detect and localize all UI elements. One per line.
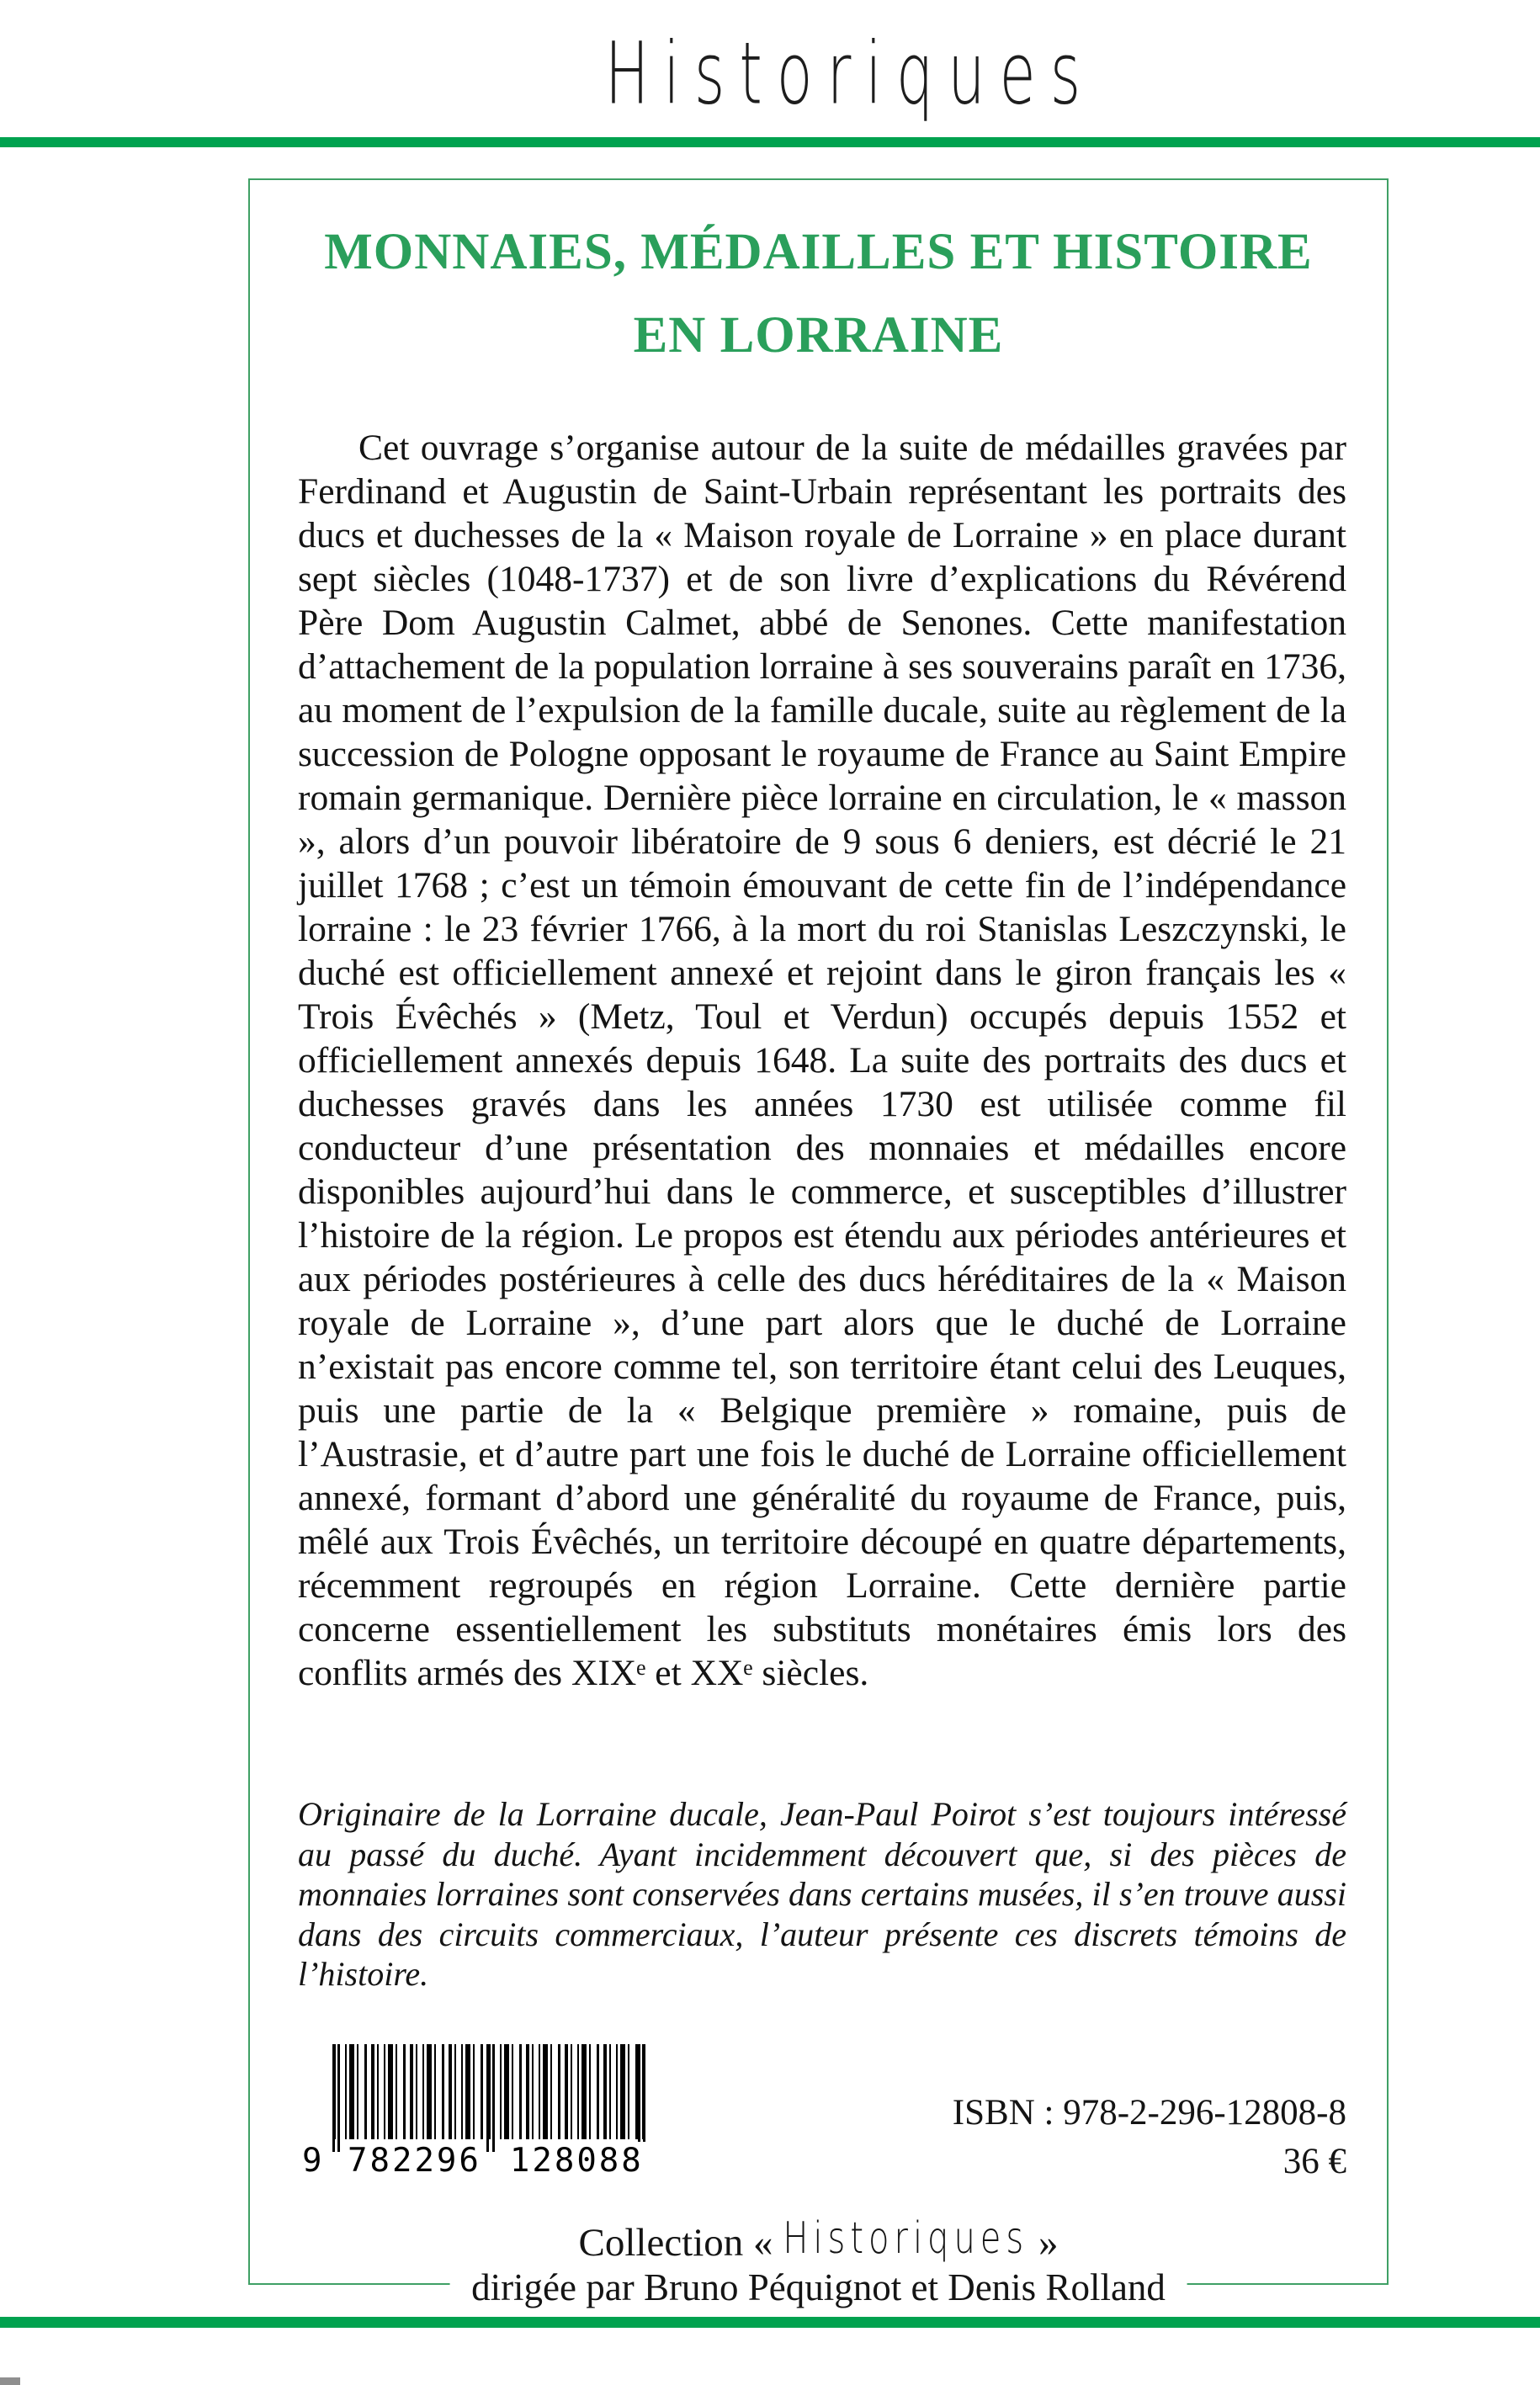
price-text: 36 € <box>1282 2142 1346 2181</box>
content-frame <box>248 178 1389 2308</box>
barcode-guard-bar <box>486 2044 489 2152</box>
collection-line <box>250 2213 1387 2265</box>
collection-prefix: Collection « <box>578 2221 783 2265</box>
barcode-digit-group1: 782296 <box>343 2142 486 2180</box>
green-band-bottom <box>0 2317 1540 2328</box>
scan-artifact-mark <box>0 2377 20 2385</box>
barcode-digit-prefix: 9 <box>302 2142 322 2180</box>
isbn-text: ISBN : 978-2-296-12808-8 <box>952 2093 1346 2133</box>
directed-by-text: dirigée par Bruno Péquignot et Denis Rolland <box>449 2265 1187 2309</box>
book-title-line1: MONNAIES, MÉDAILLES ET HISTOIRE <box>324 224 1313 280</box>
collection-logo-name: Historiques <box>783 2213 1029 2264</box>
green-band-top <box>0 137 1540 147</box>
barcode-guard-bar <box>643 2044 645 2152</box>
series-logo: Historiques <box>604 24 1096 124</box>
collection-suffix: » <box>1028 2221 1059 2265</box>
barcode-guard-bar <box>492 2044 495 2152</box>
synopsis-paragraph: Cet ouvrage s’organise autour de la suite de médailles gravées par Ferdinand et Augustin de Saint-Urbain représentant les portraits des ducs et duchesses de la « Maison royale de Lorraine » en place durant sept siècles (1048-1737) et de son livre d’explications du Révérend Père Dom Augustin Calmet, abbé de Senones. Cette manifestation d’attachement de la population lorraine à ses souverains paraît en 1736, au moment de l’expulsion de la famille ducale, suite au règlement de la succession de Pologne opposant le royaume de France au Saint Empire romain germanique. Dernière pièce lorraine en circulation, le « masson », alors d’un pouvoir libératoire de 9 sous 6 deniers, est décrié le 21 juillet 1768 ; c’est un témoin émouvant de cette fin de l’indépendance lorraine : le 23 février 1766, à la mort du roi Stanislas Leszczynski, le duché est officiellement annexé et rejoint dans le giron français les « Trois Évêchés » (Metz, Toul et Verdun) occupés depuis 1552 et officiellement annexés depuis 1648. La suite des portraits des ducs et duchesses gravés dans les années 1730 est utilisée comme fil conducteur d’une présentation des monnaies et médailles encore disponibles aujourd’hui dans le commerce, et susceptibles d’illustrer l’histoire de la région. Le propos est étendu aux périodes antérieures et aux périodes postérieures à celle des ducs héréditaires de la « Maison royale de Lorraine », d’une part alors que le duché de Lorraine n’existait pas encore comme tel, son territoire étant celui des Leuques, puis une partie de la « Belgique première » romaine, puis de l’Austrasie, et d’autre part une fois le duché de Lorraine officiellement annexé, formant d’abord une généralité du royaume de France, puis, mêlé aux Trois Évêchés, un territoire découpé en quatre départements, récemment regroupés en région Lorraine. Cette dernière partie concerne essentiellement les substituts monétaires émis lors des conflits armés des XIXᵉ et XXᵉ siècles. <box>298 428 1346 1693</box>
barcode-inner <box>302 2044 698 2180</box>
barcode-guard-bar <box>337 2044 340 2152</box>
book-title-line2: EN LORRAINE <box>633 307 1004 364</box>
barcode-digit-group2: 128088 <box>505 2142 649 2180</box>
barcode <box>302 2044 698 2180</box>
barcode-guard-bar <box>638 2044 640 2152</box>
book-title <box>250 210 1387 377</box>
barcode-digits <box>302 2142 698 2180</box>
series-logo-wrap <box>0 24 1540 124</box>
author-note-paragraph: Originaire de la Lorraine ducale, Jean-Paul Poirot s’est toujours intéressé au passé du duché. Ayant incidemment découvert que, si des pièces de monnaies lorraines sont conservées dans certains musées, il s’en trouve aussi dans des circuits commerciaux, l’auteur présente ces discrets témoins de l’histoire. <box>298 1795 1346 1993</box>
barcode-guard-bar <box>332 2044 335 2152</box>
